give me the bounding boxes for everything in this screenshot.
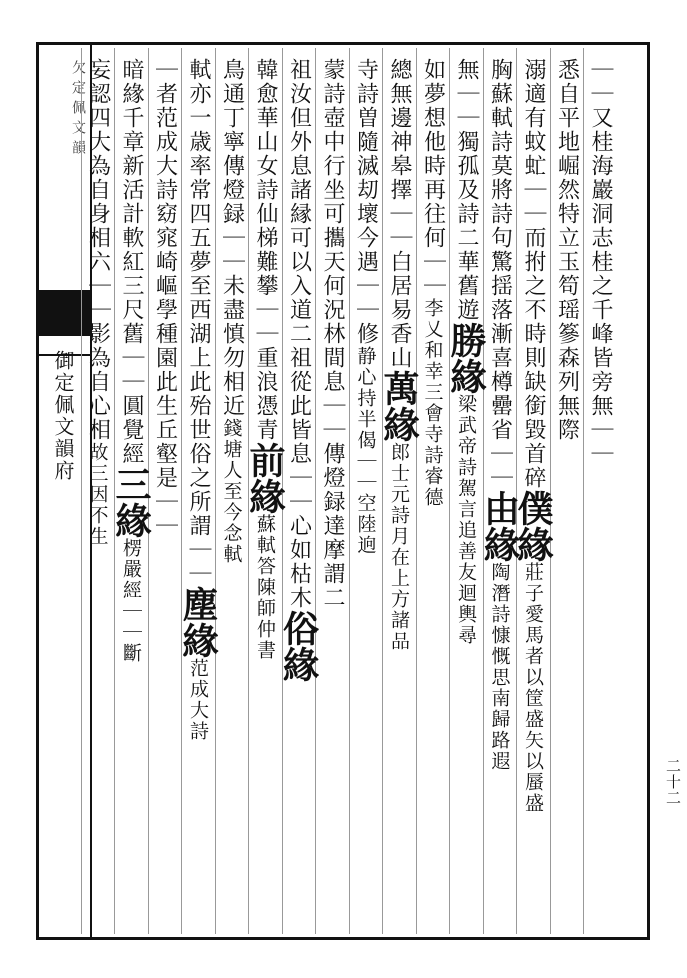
entry-annotation: 郎士元詩月在上方諸品 bbox=[388, 442, 410, 652]
entry-annotation: 陶潛詩慷慨思南歸路遐 bbox=[488, 562, 511, 772]
entry-headword: 前緣 bbox=[244, 442, 286, 514]
edge-cut-characters: 欠定佩文韻 bbox=[70, 60, 86, 160]
entry-annotation: 故三因不生 bbox=[86, 442, 109, 547]
entry-headword: 塵緣 bbox=[177, 586, 219, 658]
entry-headword: 俗緣 bbox=[277, 610, 320, 682]
entry-headword: 萬緣 bbox=[378, 370, 420, 442]
entry-annotation: 范成大詩 bbox=[187, 658, 209, 742]
column-text: 寺詩曽隨滅刧壞今遇｜｜修 bbox=[353, 58, 379, 346]
entry-annotation: 梁武帝詩駕言追善友迴輿尋 bbox=[455, 394, 477, 646]
page-number: 二十二 bbox=[664, 758, 682, 806]
entry-headword: 僕緣 bbox=[512, 490, 554, 562]
column-text: 妄認四大為自身相六｜｜影為自心相 bbox=[85, 58, 111, 442]
column-text: ｜｜又桂海巖洞志桂之千峰皆旁無｜｜ bbox=[588, 58, 613, 466]
entry-annotation: 蘇軾答陳師仲書 bbox=[254, 514, 276, 661]
column-rule bbox=[81, 48, 82, 934]
entry-headword: 勝緣 bbox=[445, 322, 487, 394]
column-text: 祖汝但外息諸縁可以入道二祖從此皆息｜｜心如枯木 bbox=[286, 58, 312, 610]
column-text: 悉自平地崛然特立玉笱瑶篸森列無際 bbox=[554, 58, 580, 442]
column-text: 軾亦一歳率常四五夢至西湖上此殆世俗之所謂｜｜ bbox=[186, 58, 211, 586]
entry-annotation: 李乂和幸三會寺詩睿德 bbox=[421, 298, 444, 508]
column-text: 暗緣千章新活計軟紅三尺舊｜｜圓覺經 bbox=[119, 58, 144, 466]
column-text: ｜者范成大詩窈窕崎嶇學種園此生丘壑是｜｜ bbox=[152, 58, 178, 538]
column-text: 蒙詩壺中行坐可攜天何況林間息｜｜傳燈録達摩謂二 bbox=[320, 58, 345, 610]
column-text: 無｜｜獨孤及詩二華舊遊 bbox=[454, 58, 479, 322]
column-text: 鳥通丁寧傳燈録｜｜未盡慎勿相近 bbox=[219, 58, 245, 418]
column-text: 如夢想他時再往何｜｜ bbox=[420, 58, 446, 298]
entry-annotation: 静心持半偈｜｜空陸逈 bbox=[354, 346, 377, 556]
column-text: 胸蘇軾詩莫將詩句驚揺落漸喜樽罍省｜｜ bbox=[487, 58, 513, 490]
entry-headword: 三緣 bbox=[110, 466, 152, 538]
entry-annotation: 莊子愛馬者以筐盛矢以蜃盛 bbox=[522, 562, 544, 814]
entry-headword: 由緣 bbox=[478, 490, 521, 562]
entry-annotation: 楞嚴經｜｜斷 bbox=[120, 538, 142, 664]
entry-annotation: 錢塘人至今念軾 bbox=[220, 418, 243, 565]
column-text: 溺適有蚊虻｜｜而拊之不時則缺銜毀首碎 bbox=[521, 58, 546, 490]
column-text: 韓愈華山女詩仙梯難攀｜｜重浪憑青 bbox=[253, 58, 278, 442]
column-text: 總無邊神皋擇｜｜白居易香山 bbox=[387, 58, 412, 370]
book-title: 御定佩文韻府 bbox=[51, 350, 75, 482]
